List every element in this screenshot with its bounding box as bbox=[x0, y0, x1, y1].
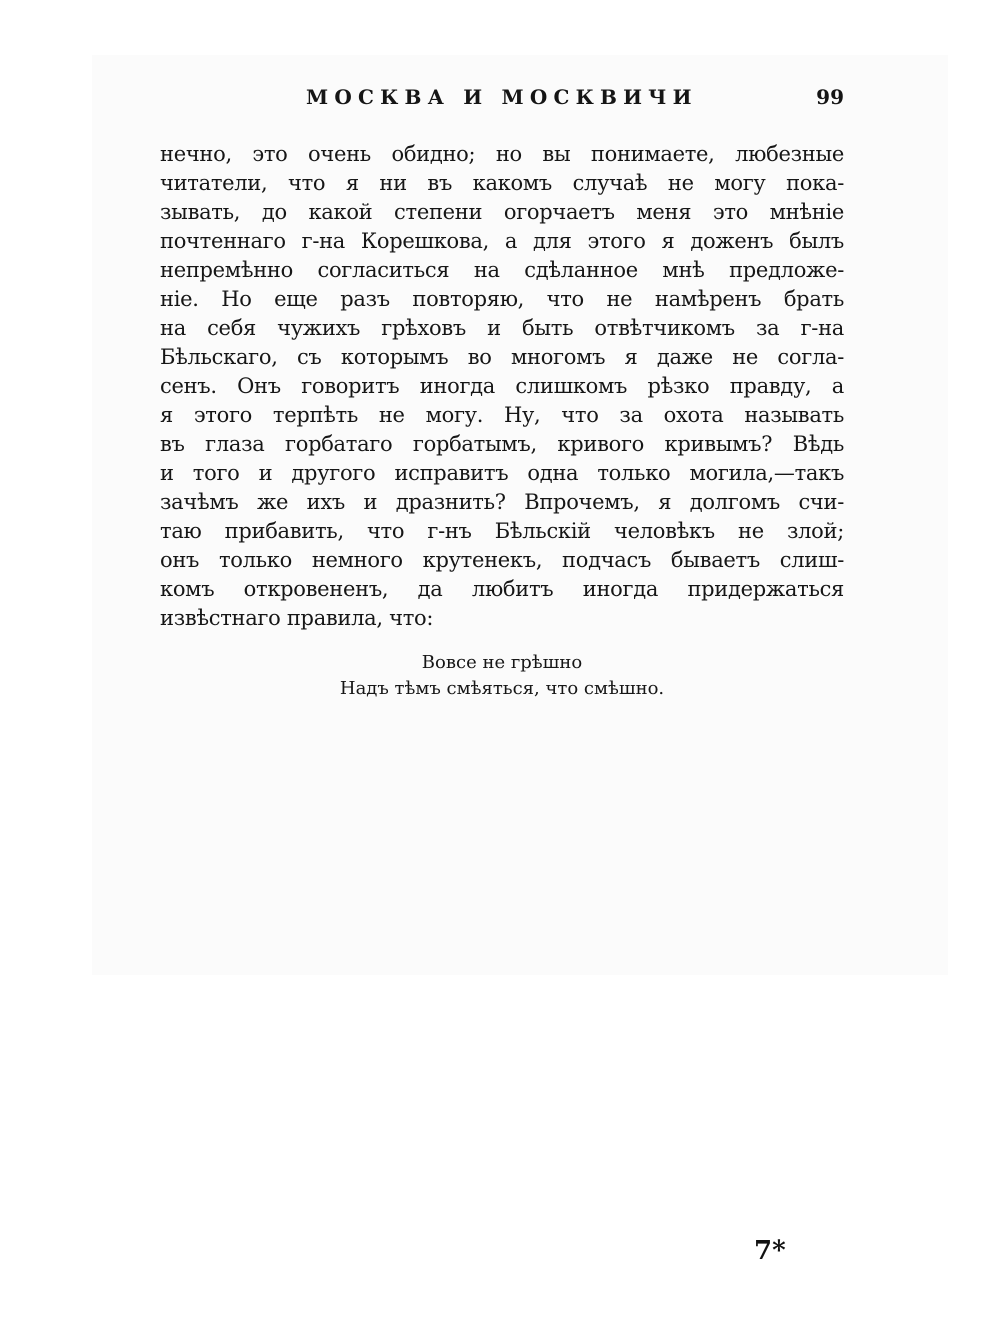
text-line: таю прибавить, что г-нъ Бѣльскій человѣкъ не злой; bbox=[160, 519, 844, 543]
text-line: извѣстнаго правила, что: bbox=[160, 606, 434, 630]
text-line: зывать, до какой степени огорчаетъ меня это мнѣніе bbox=[160, 200, 844, 224]
verse-line: Надъ тѣмъ смѣяться, что смѣшно. bbox=[339, 678, 665, 699]
text-line: и того и другого исправитъ одна только могила,—такъ bbox=[160, 461, 844, 485]
verse-line: Вовсе не грѣшно bbox=[421, 652, 583, 673]
text-line: комъ откровененъ, да любитъ иногда придержаться bbox=[160, 577, 844, 601]
text-line: читатели, что я ни въ какомъ случаѣ не могу пока- bbox=[160, 171, 844, 195]
text-line: нечно, это очень обидно; но вы понимаете, любезные bbox=[160, 142, 844, 166]
text-line: на себя чужихъ грѣховъ и быть отвѣтчикомъ за г-на bbox=[160, 316, 844, 340]
text-line: Бѣльскаго, съ которымъ во многомъ я даже не согла- bbox=[160, 345, 844, 369]
text-line: почтеннаго г-на Корешкова, а для этого я доженъ былъ bbox=[160, 229, 844, 253]
text-line: сенъ. Онъ говоритъ иногда слишкомъ рѣзко правду, а bbox=[160, 374, 844, 398]
text-line: ніе. Но еще разъ повторяю, что не намѣренъ брать bbox=[160, 287, 844, 311]
body-text bbox=[160, 140, 844, 633]
text-line: онъ только немного крутенекъ, подчасъ бываетъ слиш- bbox=[160, 548, 844, 572]
text-line: въ глаза горбатаго горбатымъ, кривого кривымъ? Вѣдь bbox=[160, 432, 844, 456]
text-line: я этого терпѣть не могу. Ну, что за охота называть bbox=[160, 403, 844, 427]
text-line: непремѣнно согласиться на сдѣланное мнѣ предложе- bbox=[160, 258, 844, 282]
running-title: МОСКВА И МОСКВИЧИ bbox=[306, 85, 698, 109]
printer-signature-mark: 7* bbox=[754, 1236, 786, 1266]
text-line: зачѣмъ же ихъ и дразнить? Впрочемъ, я долгомъ счи- bbox=[160, 490, 844, 514]
page-number: 99 bbox=[816, 85, 844, 109]
verse-quote bbox=[160, 650, 844, 702]
page-header bbox=[160, 85, 844, 115]
